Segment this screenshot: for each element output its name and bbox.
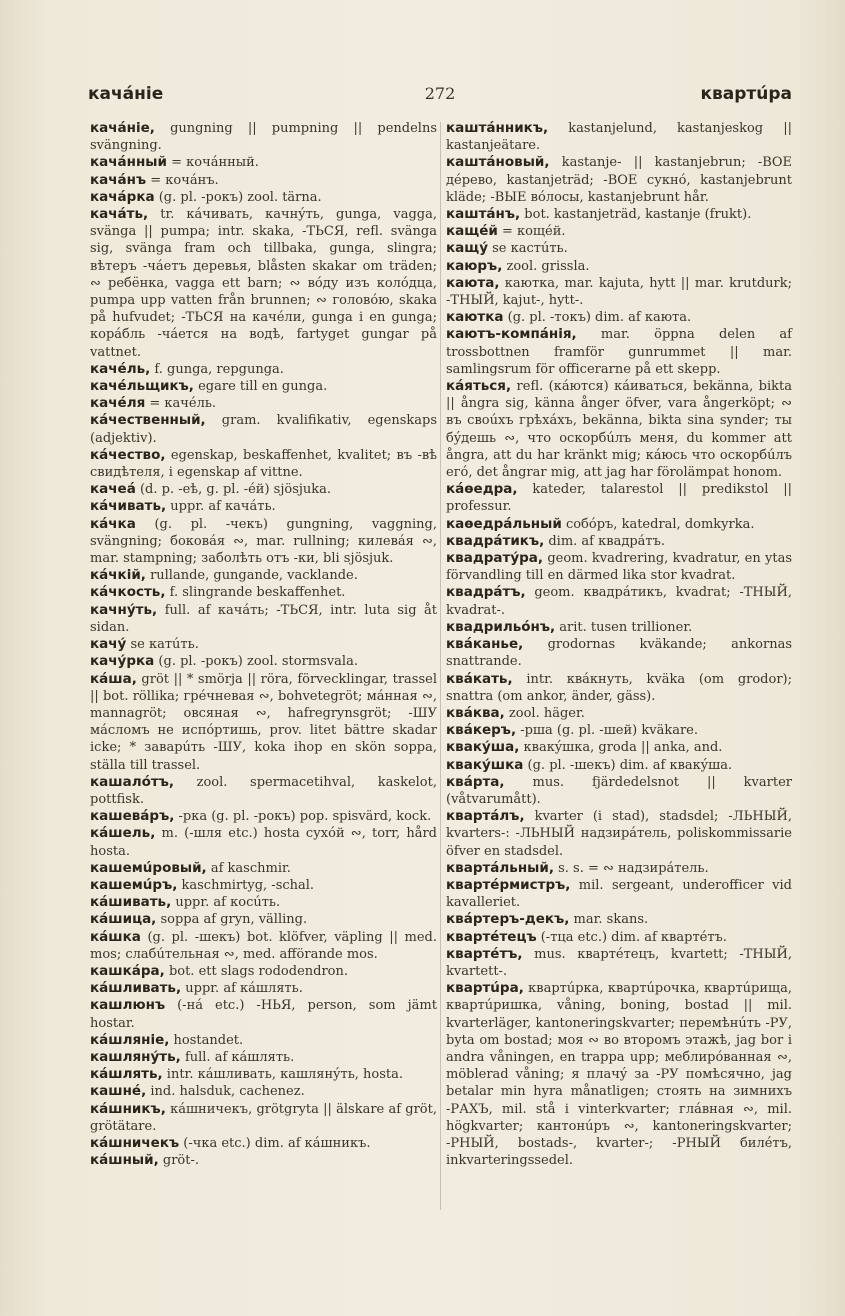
entry-definition: f. slingrande beskaffenhet. bbox=[169, 585, 346, 601]
entry-definition: kvarter (i stad), stadsdel; -ЛЬНЫЙ, kvarters-: -ЛЬНЫЙ надзирáтель, poliskommissarie öfver en stadsdel. bbox=[446, 809, 792, 859]
entry-headword: кáшель, bbox=[90, 825, 156, 842]
entry-headword: качý bbox=[90, 636, 127, 653]
dictionary-entry bbox=[90, 395, 437, 412]
dictionary-entry bbox=[90, 963, 437, 980]
entry-definition: (g. pl. -рокъ) zool. stormsvala. bbox=[158, 654, 358, 670]
entry-headword: качáть, bbox=[90, 206, 149, 223]
entry-definition: mar. skans. bbox=[573, 912, 649, 928]
dictionary-entry bbox=[446, 533, 792, 550]
dictionary-entry bbox=[90, 412, 437, 446]
entry-definition: dim. af квадрáтъ. bbox=[548, 533, 665, 549]
entry-headword: квáканье, bbox=[446, 636, 524, 653]
entry-definition: f. gunga, repgunga. bbox=[154, 361, 284, 377]
dictionary-entry bbox=[446, 378, 792, 481]
dictionary-entry bbox=[90, 911, 437, 928]
entry-headword: кашкáра, bbox=[90, 962, 165, 979]
entry-headword: кашевáръ, bbox=[90, 808, 175, 825]
entry-definition: ind. halsduk, cachenez. bbox=[150, 1084, 305, 1100]
entry-headword: каштáнъ, bbox=[446, 206, 521, 223]
entry-headword: квартáлъ, bbox=[446, 808, 525, 825]
entry-headword: кáчка bbox=[90, 515, 136, 532]
dictionary-entry bbox=[90, 825, 437, 859]
entry-headword: кáѳедра, bbox=[446, 481, 518, 498]
entry-headword: каюръ, bbox=[446, 257, 503, 274]
entry-definition: full. af качáть; -ТЬСЯ, intr. luta sig åt sidan. bbox=[90, 602, 437, 635]
dictionary-entry bbox=[90, 980, 437, 997]
entry-definition: rullande, gungande, vacklande. bbox=[150, 568, 358, 584]
entry-definition: bot. ett slags rododendron. bbox=[168, 963, 348, 979]
dictionary-entry bbox=[446, 980, 792, 1169]
entry-definition: mus. fjärdedelsnot || kvarter (våtvarumått). bbox=[446, 774, 792, 807]
entry-definition: gröt-. bbox=[162, 1153, 199, 1169]
entry-definition: geom. kvadrering, kvadratur, en ytas förvandling till en därmed lika stor kvadrat. bbox=[446, 551, 793, 584]
entry-definition: uppr. af качáть. bbox=[170, 499, 276, 515]
entry-definition: кáшничекъ, grötgryta || älskare af gröt, grötätare. bbox=[90, 1101, 437, 1134]
entry-headword: квáква, bbox=[446, 704, 505, 721]
entry-definition: -рша (g. pl. -шей) kväkare. bbox=[520, 723, 698, 739]
entry-headword: кáчивать, bbox=[90, 498, 167, 515]
dictionary-entry bbox=[446, 619, 792, 636]
running-head-right: квартúра bbox=[700, 84, 792, 104]
dictionary-entry bbox=[446, 154, 792, 206]
entry-headword: квартéрмистръ, bbox=[446, 876, 571, 893]
dictionary-entry bbox=[90, 1152, 437, 1169]
entry-definition: (-нá etc.) -НЬЯ, person, som jämt hostar. bbox=[90, 998, 437, 1031]
dictionary-entry bbox=[446, 671, 792, 705]
entry-headword: кáшлять, bbox=[90, 1066, 163, 1083]
entry-definition: intr. квáкнуть, kväka (om grodor); snattra (om ankor, änder, gäss). bbox=[446, 671, 792, 704]
entry-headword: квакýшка bbox=[446, 756, 524, 773]
entry-headword: квартáльный, bbox=[446, 859, 554, 876]
dictionary-entry bbox=[90, 671, 437, 774]
entry-definition: mil. sergeant, underofficer vid kavalleriet. bbox=[446, 877, 792, 911]
dictionary-entry bbox=[90, 808, 437, 825]
entry-headword: качáрка bbox=[90, 188, 155, 205]
entry-definition: full. af кáшлять. bbox=[184, 1049, 295, 1065]
entry-headword: кáшный, bbox=[90, 1152, 159, 1169]
entry-headword: кáшивать, bbox=[90, 894, 172, 911]
dictionary-entry bbox=[446, 223, 792, 240]
entry-definition: intr. кáшливать, кашлянýть, hosta. bbox=[166, 1067, 404, 1083]
dictionary-entry bbox=[90, 636, 437, 653]
entry-definition: = кощéй. bbox=[501, 224, 566, 240]
entry-definition: kastanje- || kastanjebrun; -ВОЕ дéрево, kastanjeträd; -ВОЕ сукнó, kastanjebrunt kläde; -ВЫЕ вóлосы, kastanjebrunt hår. bbox=[446, 155, 792, 205]
entry-headword: кáшничекъ bbox=[90, 1134, 180, 1151]
dictionary-entry bbox=[90, 877, 437, 894]
dictionary-entry bbox=[90, 447, 437, 481]
entry-definition: gram. kvalifikativ, egenskaps (adjektiv). bbox=[90, 413, 437, 446]
entry-definition: mus. квартéтецъ, kvartett; -ТНЫЙ, kvartett-. bbox=[446, 946, 792, 979]
entry-headword: качéля bbox=[90, 395, 146, 412]
entry-definition: se катúть. bbox=[130, 637, 199, 653]
entry-headword: квáрта, bbox=[446, 773, 505, 790]
dictionary-entry bbox=[446, 206, 792, 223]
dictionary-entry bbox=[446, 929, 792, 946]
entry-headword: кашнé, bbox=[90, 1083, 147, 1100]
dictionary-entry bbox=[90, 516, 437, 568]
entry-headword: каюта, bbox=[446, 274, 500, 291]
entry-definition: (g. pl. -токъ) dim. af каюта. bbox=[507, 310, 692, 326]
entry-definition: arit. tusen trillioner. bbox=[559, 619, 693, 635]
entry-definition: -рка (g. pl. -рокъ) pop. spisvärd, kock. bbox=[178, 809, 432, 825]
entry-definition: kateder, talarestol || predikstol || professur. bbox=[446, 482, 792, 515]
entry-headword: кащý bbox=[446, 240, 488, 257]
dictionary-entry bbox=[90, 653, 437, 670]
entry-headword: кашалóтъ, bbox=[90, 773, 174, 790]
entry-headword: квартéтъ, bbox=[446, 945, 523, 962]
page-header bbox=[88, 82, 792, 110]
dictionary-entry bbox=[446, 636, 792, 670]
entry-headword: каштáновый, bbox=[446, 154, 550, 171]
entry-headword: качýрка bbox=[90, 653, 155, 670]
entry-headword: качéльщикъ, bbox=[90, 378, 194, 395]
entry-definition: kaschmirtyg, -schal. bbox=[181, 877, 315, 893]
entry-headword: кащéй bbox=[446, 223, 498, 240]
dictionary-entry bbox=[90, 1032, 437, 1049]
entry-headword: каѳедрáльный bbox=[446, 515, 562, 532]
entry-definition: hostandet. bbox=[173, 1032, 244, 1048]
dictionary-entry bbox=[446, 739, 792, 756]
entry-definition: = кочáнный. bbox=[171, 155, 259, 171]
entry-headword: качнýть, bbox=[90, 601, 158, 618]
dictionary-entry bbox=[90, 774, 437, 808]
dictionary-entry bbox=[90, 602, 437, 636]
entry-definition: (g. pl. -рокъ) zool. tärna. bbox=[158, 189, 322, 205]
page-number: 272 bbox=[424, 84, 456, 103]
dictionary-entry bbox=[90, 929, 437, 963]
entry-definition: zool. spermacetihval, kaskelot, pottfisk. bbox=[90, 774, 437, 807]
entry-headword: кáчкій, bbox=[90, 567, 146, 584]
dictionary-entry bbox=[90, 894, 437, 911]
entry-headword: квартéтецъ bbox=[446, 928, 537, 945]
entry-headword: кáшляніе, bbox=[90, 1031, 170, 1048]
entry-headword: кáяться, bbox=[446, 378, 512, 395]
entry-headword: каютка bbox=[446, 309, 504, 326]
dictionary-entry bbox=[90, 584, 437, 601]
entry-headword: каштáнникъ, bbox=[446, 120, 549, 136]
entry-definition: kastanjelund, kastanjeskog || kastanjeätare. bbox=[446, 121, 792, 154]
entry-definition: egare till en gunga. bbox=[198, 379, 328, 395]
entry-definition: se кастúть. bbox=[492, 241, 568, 257]
entry-definition: m. (-шля etc.) hosta сухóй ∾, torr, hård hosta. bbox=[90, 826, 437, 859]
entry-definition: uppr. af косúть. bbox=[175, 895, 281, 911]
entry-headword: кашлянýть, bbox=[90, 1048, 181, 1065]
entry-headword: квадрильóнъ, bbox=[446, 618, 556, 635]
dictionary-entry bbox=[446, 258, 792, 275]
entry-definition: s. s. = ∾ надзирáтель. bbox=[558, 860, 709, 876]
entry-definition: zool. grissla. bbox=[506, 258, 590, 274]
entry-definition: bot. kastanjeträd, kastanje (frukt). bbox=[524, 207, 752, 223]
dictionary-entry bbox=[446, 326, 792, 378]
entry-headword: кáшица, bbox=[90, 911, 157, 928]
entry-headword: квартúра, bbox=[446, 980, 524, 997]
entry-headword: качáнъ bbox=[90, 171, 147, 188]
dictionary-entry bbox=[446, 757, 792, 774]
dictionary-entry bbox=[446, 722, 792, 739]
dictionary-entry bbox=[446, 584, 792, 618]
entry-definition: собóръ, katedral, domkyrka. bbox=[565, 516, 755, 532]
column-divider bbox=[440, 122, 441, 1210]
dictionary-entry bbox=[90, 1101, 437, 1135]
left-column bbox=[90, 120, 437, 1169]
entry-definition: каюткa, mar. kajuta, hytt || mar. krutdurk; -ТНЫЙ, kajut-, hytt-. bbox=[446, 275, 792, 309]
entry-headword: кáчество, bbox=[90, 446, 166, 463]
entry-definition: egenskap, beskaffenhet, kvalitet; въ -вѣ свидѣтеля, i egenskap af vittne. bbox=[90, 447, 437, 481]
dictionary-entry bbox=[90, 378, 437, 395]
dictionary-entry bbox=[90, 206, 437, 361]
dictionary-entry bbox=[90, 860, 437, 877]
entry-definition: = кочáнъ. bbox=[150, 172, 219, 188]
dictionary-entry bbox=[446, 911, 792, 928]
dictionary-entry bbox=[90, 1083, 437, 1100]
dictionary-entry bbox=[90, 172, 437, 189]
entry-definition: gungning || pumpning || pendelns svängning. bbox=[90, 121, 437, 154]
entry-definition: (-чка etc.) dim. af кáшникъ. bbox=[183, 1135, 371, 1151]
entry-definition: gröt || * smörja || röra, förvecklingar, trassel || bot. röllika; грéчневая ∾, bohvetegröt; мáнная ∾, mannagröt; овсяная ∾, hafregrynsgröt; -ШУ мáсломъ не испóртишь, prov. litet bättre skadar icke; * заварúть -ШУ, koka ihop en skön soppa, ställa till trassel. bbox=[90, 671, 437, 773]
entry-headword: квáкать, bbox=[446, 670, 513, 687]
dictionary-entry bbox=[90, 1135, 437, 1152]
dictionary-entry bbox=[90, 481, 437, 498]
entry-definition: geom. квадрáтикъ, kvadrat; -ТНЫЙ, kvadrat-. bbox=[446, 585, 792, 618]
entry-definition: uppr. af кáшлять. bbox=[185, 981, 303, 997]
dictionary-entry bbox=[446, 120, 792, 154]
dictionary-entry bbox=[446, 550, 792, 584]
entry-definition: (g. pl. -шекъ) dim. af квакýша. bbox=[527, 757, 733, 773]
dictionary-entry bbox=[90, 1066, 437, 1083]
dictionary-entry bbox=[446, 946, 792, 980]
running-head-left: качáніе bbox=[88, 84, 164, 104]
entry-headword: кáчкость, bbox=[90, 584, 166, 601]
dictionary-entry bbox=[90, 498, 437, 515]
dictionary-entry bbox=[446, 860, 792, 877]
right-column bbox=[446, 120, 792, 1169]
entry-headword: квáртеръ-декъ, bbox=[446, 911, 570, 928]
entry-headword: кáшливать, bbox=[90, 980, 182, 997]
dictionary-entry bbox=[446, 309, 792, 326]
dictionary-entry bbox=[446, 877, 792, 911]
entry-definition: квакýшка, groda || anka, and. bbox=[523, 740, 723, 756]
dictionary-entry bbox=[90, 567, 437, 584]
entry-definition: soppa af gryn, välling. bbox=[160, 912, 308, 928]
entry-headword: кашемúръ, bbox=[90, 876, 178, 893]
entry-definition: = качéль. bbox=[149, 396, 217, 412]
dictionary-entry bbox=[446, 516, 792, 533]
dictionary-entry bbox=[446, 240, 792, 257]
entry-definition: zool. häger. bbox=[508, 705, 585, 721]
dictionary-entry bbox=[446, 481, 792, 515]
entry-definition: квартúрка, квартúрочка, квартúрища, квартúришка, våning, boning, bostad || mil. kvarterläger, kantoneringskvarter; перемѣнúть -РУ, byta om bostad; моя ∾ во второмъ этажѣ, jag bor i andra våningen, en trappa upp; меблирóванная ∾, möblerad våning; я плачý за -РУ помѣсячно, jag betalar min hyra månatligen; стоять на зимнихъ -РАХЪ, mil. stå i vinterkvarter; глáвная ∾, mil. högkvarter; кантонúръ ∾, kantoneringskvarter; -РНЫЙ, bostads-, kvarter-; -РНЫЙ билéтъ, inkvarteringssedel. bbox=[446, 981, 792, 1169]
entry-headword: квакýша, bbox=[446, 739, 520, 756]
entry-definition: af kaschmir. bbox=[210, 860, 291, 876]
entry-headword: кашлюнъ bbox=[90, 997, 166, 1014]
dictionary-entry bbox=[446, 275, 792, 309]
entry-definition: refl. (кáются) кáиваться, bekänna, bikta || ångra sig, känna ånger öfver, vara ångerköpt; ∾ въ своúхъ грѣхáхъ, bekänna, bikta sina synder; ты бýдешь ∾, что оскорбúлъ меня, du kommer att ångra, att du har kränkt mig; кáюсь что оскорбúлъ егó, det ångrar mig, att jag har förolämpat honom. bbox=[446, 379, 792, 481]
entry-headword: квадрáтикъ, bbox=[446, 532, 545, 549]
entry-headword: кашемúровый, bbox=[90, 859, 207, 876]
dictionary-entry bbox=[446, 808, 792, 860]
dictionary-entry bbox=[90, 361, 437, 378]
entry-definition: (g. pl. -шекъ) bot. klöfver, väpling || med. mos; слабúтельная ∾, med. afförande mos. bbox=[90, 929, 438, 962]
entry-headword: квадратýра, bbox=[446, 550, 544, 567]
entry-definition: mar. öppna delen af trossbottnen framför gunrummet || mar. samlingsrum för officerarne på ett skepp. bbox=[446, 327, 792, 377]
dictionary-entry bbox=[90, 154, 437, 171]
entry-headword: кáшникъ, bbox=[90, 1100, 166, 1117]
entry-headword: кáшка bbox=[90, 928, 141, 945]
entry-headword: кáша, bbox=[90, 670, 137, 687]
dictionary-entry bbox=[446, 705, 792, 722]
entry-headword: качеá bbox=[90, 481, 136, 498]
entry-headword: кáчественный, bbox=[90, 412, 206, 429]
entry-headword: каютъ-компáнія, bbox=[446, 326, 577, 343]
entry-definition: (d. p. -еѣ, g. pl. -éй) sjösjuka. bbox=[139, 482, 332, 498]
entry-headword: качáнный bbox=[90, 154, 167, 171]
entry-headword: квáкеръ, bbox=[446, 722, 517, 739]
entry-headword: качáніе, bbox=[90, 120, 155, 136]
entry-headword: квадрáтъ, bbox=[446, 584, 526, 601]
dictionary-entry bbox=[90, 120, 437, 154]
entry-definition: (g. pl. -чекъ) gungning, vaggning, svängning; боковáя ∾, mar. rullning; килевáя ∾, mar. stampning; заболѣть отъ -ки, bli sjösjuk. bbox=[90, 516, 437, 567]
entry-headword: качéль, bbox=[90, 360, 151, 377]
dictionary-entry bbox=[90, 1049, 437, 1066]
entry-definition: grodornas kväkande; ankornas snattrande. bbox=[446, 637, 792, 670]
dictionary-entry bbox=[90, 189, 437, 206]
dictionary-entry bbox=[90, 997, 437, 1031]
entry-definition: (-тца etc.) dim. af квартéтъ. bbox=[540, 929, 727, 945]
entry-definition: tr. кáчивать, качнýть, gunga, vagga, svänga || pumpa; intr. skaka, -ТЬСЯ, refl. svänga sig, svänga fram och tillbaka, gunga, slingra; вѣтеръ -чáетъ деревья, blåsten skakar om träden; ∾ ребёнка, vagga ett barn; ∾ вóду изъ колóдца, pumpa upp vatten från brunnen; ∾ головóю, skaka på hufvudet; -ТЬСЯ на качéли, gunga i en gunga; корáбль -чáется на водѣ, fartyget gungar på vattnet. bbox=[90, 207, 437, 360]
dictionary-entry bbox=[446, 774, 792, 808]
